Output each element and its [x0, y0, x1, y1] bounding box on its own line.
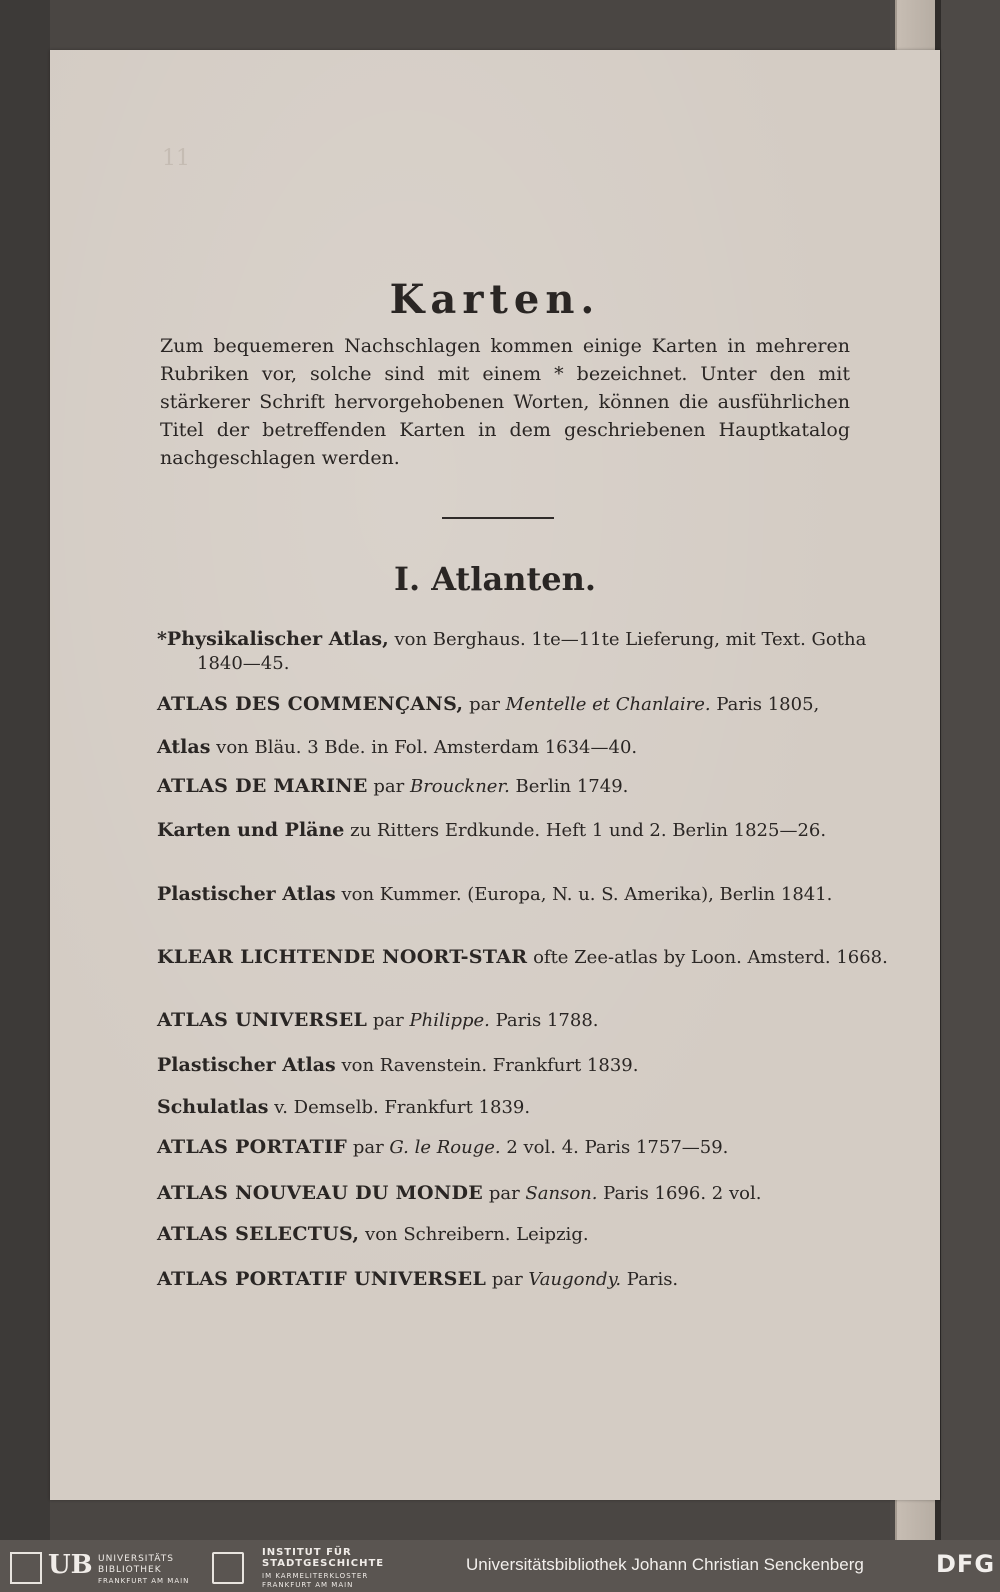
entry-author: Philippe.: [409, 1010, 490, 1031]
catalog-entry: [157, 692, 897, 717]
isg-name-line3: IM KARMELITERKLOSTER: [262, 1572, 369, 1580]
document-page: [50, 50, 940, 1500]
catalog-entry: [157, 735, 897, 760]
entry-lead: ATLAS DES COMMENÇANS,: [157, 693, 464, 715]
entry-lead: *Physikalischer Atlas,: [157, 628, 389, 650]
isg-name-line4: FRANKFURT AM MAIN: [262, 1581, 354, 1589]
entry-rest: 2 vol. 4. Paris 1757—59.: [500, 1137, 729, 1158]
ub-name-line2: BIBLIOTHEK: [98, 1565, 162, 1575]
isg-columns-icon[interactable]: [212, 1552, 244, 1584]
isg-name-line2: STADTGESCHICHTE: [262, 1558, 385, 1569]
ub-name-line3: FRANKFURT AM MAIN: [98, 1577, 190, 1585]
entry-rest: Paris 1788.: [489, 1010, 599, 1031]
entry-rest: Paris 1805,: [710, 694, 820, 715]
entry-mid: par: [367, 1010, 410, 1031]
ub-seal-icon[interactable]: [10, 1552, 42, 1584]
entry-author: Sanson.: [525, 1183, 598, 1204]
catalog-entry: [157, 1053, 897, 1078]
entry-lead: ATLAS PORTATIF: [157, 1136, 348, 1158]
footer-bar: [0, 1540, 1000, 1592]
catalog-entry: [157, 1008, 897, 1033]
catalog-entry: [157, 627, 897, 676]
catalog-entry: [157, 882, 897, 907]
entry-lead: ATLAS PORTATIF UNIVERSEL: [157, 1268, 487, 1290]
entry-rest: von Ravenstein. Frankfurt 1839.: [335, 1055, 639, 1076]
entry-author: Brouckner.: [409, 776, 510, 797]
entry-mid: par: [486, 1269, 529, 1290]
page-title: Karten.: [389, 276, 601, 323]
entry-lead: KLEAR LICHTENDE NOORT-STAR: [157, 946, 528, 968]
isg-name-line1: INSTITUT FÜR: [262, 1547, 352, 1558]
entry-lead: ATLAS UNIVERSEL: [157, 1009, 368, 1031]
entry-lead: ATLAS NOUVEAU DU MONDE: [157, 1182, 484, 1204]
entry-rest: Paris 1696. 2 vol.: [597, 1183, 762, 1204]
ub-logo[interactable]: UB: [48, 1550, 93, 1580]
catalog-entry: [157, 1181, 897, 1206]
entry-author: Mentelle et Chanlaire.: [505, 694, 711, 715]
catalog-entry: [157, 1267, 897, 1292]
catalog-entry: [157, 1095, 897, 1120]
entry-mid: par: [483, 1183, 526, 1204]
library-name[interactable]: Universitätsbibliothek Johann Christian Senckenberg: [466, 1555, 864, 1574]
entry-rest: von Kummer. (Europa, N. u. S. Amerika), Berlin 1841.: [335, 884, 833, 905]
entry-author: Vaugondy.: [528, 1269, 622, 1290]
entry-lead: Plastischer Atlas: [157, 1054, 336, 1076]
catalog-entry: [157, 774, 897, 799]
intro-paragraph: Zum bequemeren Nachschlagen kommen einige Karten in mehreren Rubriken vor, solche sind mit einem * bezeichnet. Unter den mit stärkerer Schrift hervorgehobenen Worten, können die ausführlichen Titel der betreffenden Karten in dem geschriebenen Hauptkatalog nachgeschlagen werden.: [160, 335, 850, 469]
ub-name-line1: UNIVERSITÄTS: [98, 1554, 174, 1564]
entry-lead: Atlas: [157, 736, 211, 758]
entry-lead: ATLAS SELECTUS,: [157, 1223, 360, 1245]
entry-mid: par: [347, 1137, 390, 1158]
catalog-entry: [157, 818, 897, 843]
entry-lead: ATLAS DE MARINE: [157, 775, 368, 797]
entry-rest: ofte Zee-atlas by Loon. Amsterd. 1668.: [527, 947, 888, 968]
scan-background-left: [0, 0, 50, 1540]
catalog-entry: [157, 1222, 897, 1247]
entry-lead: Schulatlas: [157, 1096, 269, 1118]
dfg-logo[interactable]: DFG: [936, 1550, 996, 1578]
entry-lead: Plastischer Atlas: [157, 883, 336, 905]
page-number: 11: [162, 146, 190, 171]
entry-author: G. le Rouge.: [389, 1137, 501, 1158]
entry-rest: von Berghaus. 1te—11te Lieferung, mit Text. Gotha 1840—45.: [197, 629, 867, 674]
entry-rest: zu Ritters Erdkunde. Heft 1 und 2. Berlin 1825—26.: [344, 820, 827, 841]
entry-mid: par: [463, 694, 506, 715]
entry-mid: par: [367, 776, 410, 797]
catalog-entry: [157, 1135, 897, 1160]
divider-rule: [442, 517, 554, 519]
section-heading: I. Atlanten.: [394, 560, 596, 598]
entry-rest: von Bläu. 3 Bde. in Fol. Amsterdam 1634—40.: [210, 737, 638, 758]
entry-rest: von Schreibern. Leipzig.: [359, 1224, 589, 1245]
entry-rest: Berlin 1749.: [509, 776, 629, 797]
catalog-entry: [157, 945, 897, 970]
entry-rest: Paris.: [621, 1269, 679, 1290]
entry-rest: v. Demselb. Frankfurt 1839.: [268, 1097, 531, 1118]
entry-lead: Karten und Pläne: [157, 819, 345, 841]
